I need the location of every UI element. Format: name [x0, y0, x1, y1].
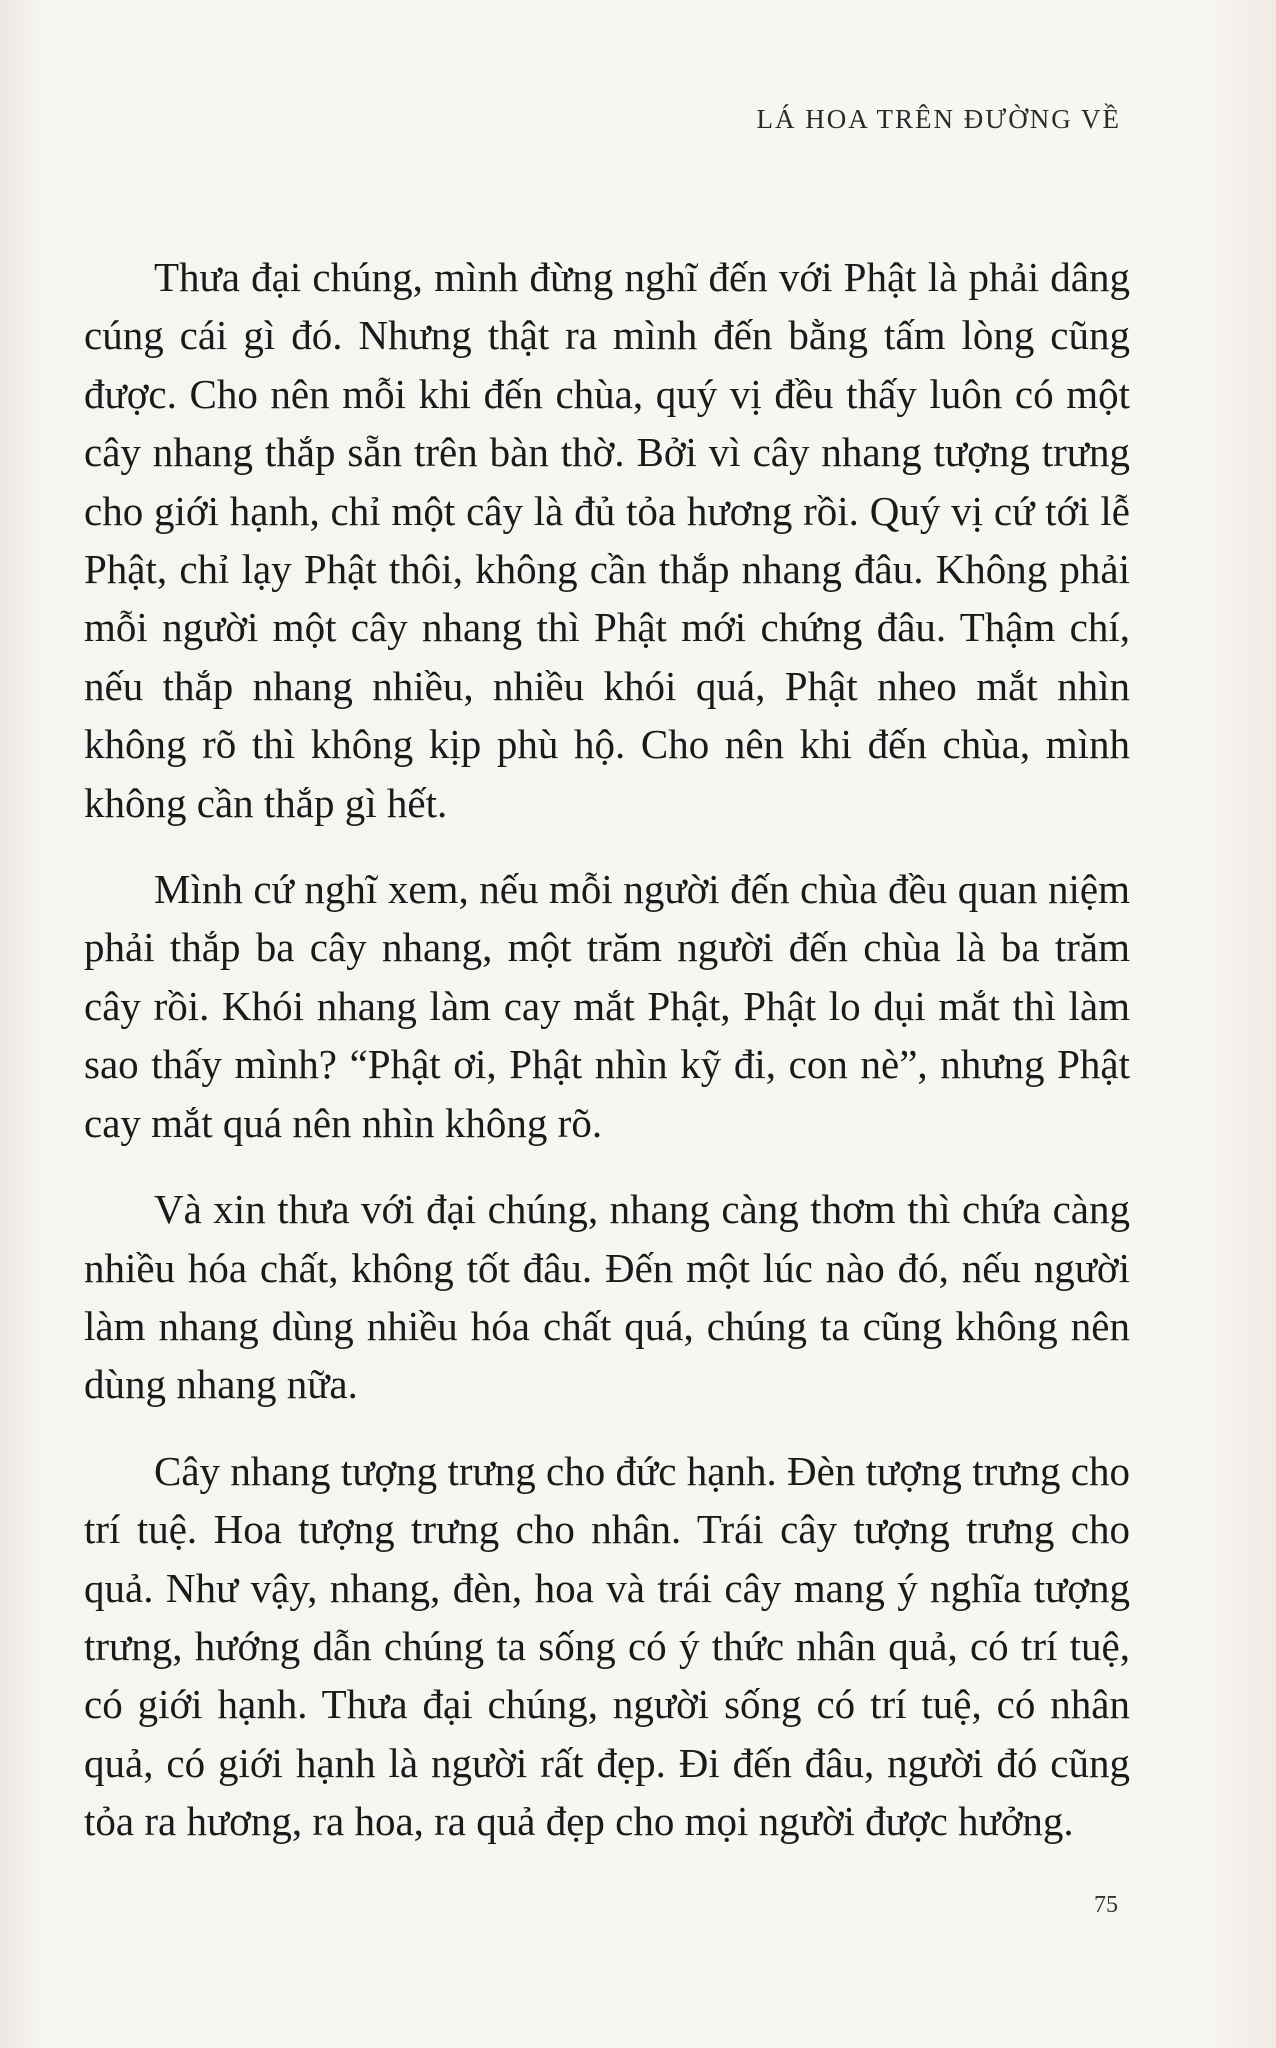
paragraph-1: Thưa đại chúng, mình đừng nghĩ đến với Phật là phải dâng cúng cái gì đó. Nhưng thật ra mình đến bằng tấm lòng cũng được. Cho nên mỗi khi đến chùa, quý vị đều thấy luôn có một cây nhang thắp sẵn trên bàn thờ. Bởi vì cây nhang tượng trưng cho giới hạnh, chỉ một cây là đủ tỏa hương rồi. Quý vị cứ tới lễ Phật, chỉ lạy Phật thôi, không cần thắp nhang đâu. Không phải mỗi người một cây nhang thì Phật mới chứng đâu. Thậm chí, nếu thắp nhang nhiều, nhiều khói quá, Phật nheo mắt nhìn không rõ thì không kịp phù hộ. Cho nên khi đến chùa, mình không cần thắp gì hết.: [84, 254, 1130, 826]
paragraph-4: Cây nhang tượng trưng cho đức hạnh. Đèn tượng trưng cho trí tuệ. Hoa tượng trưng cho nhân. Trái cây tượng trưng cho quả. Như vậy, nhang, đèn, hoa và trái cây mang ý nghĩa tượng trưng, hướng dẫn chúng ta sống có ý thức nhân quả, có trí tuệ, có giới hạnh. Thưa đại chúng, người sống có trí tuệ, có nhân quả, có giới hạnh là người rất đẹp. Đi đến đâu, người đó cũng tỏa ra hương, ra hoa, ra quả đẹp cho mọi người được hưởng.: [84, 1447, 1130, 1845]
running-head-title: LÁ HOA TRÊN ĐƯỜNG VỀ: [756, 104, 1121, 134]
page-number: 75: [1094, 1892, 1118, 1918]
paragraph-3: Và xin thưa với đại chúng, nhang càng thơm thì chứa càng nhiều hóa chất, không tốt đâu. Đến một lúc nào đó, nếu người làm nhang dùng nhiều hóa chất quá, chúng ta cũng không nên dùng nhang nữa.: [84, 1186, 1130, 1408]
paragraph-2: Mình cứ nghĩ xem, nếu mỗi người đến chùa đều quan niệm phải thắp ba cây nhang, một trăm người đến chùa là ba trăm cây rồi. Khói nhang làm cay mắt Phật, Phật lo dụi mắt thì làm sao thấy mình? “Phật ơi, Phật nhìn kỹ đi, con nè”, nhưng Phật cay mắt quá nên nhìn không rõ.: [84, 866, 1130, 1146]
body-text: [84, 248, 1130, 1879]
